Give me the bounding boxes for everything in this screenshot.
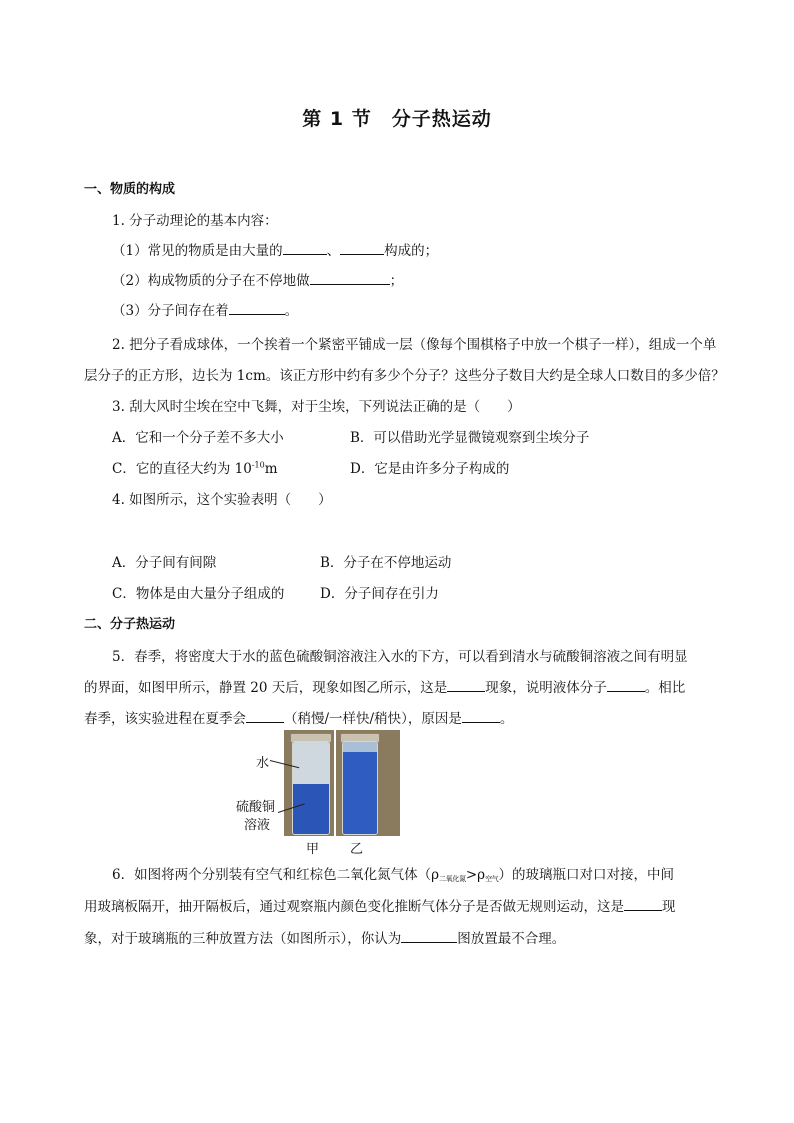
q4-stem: 4. 如图所示，这个实验表明（ ） [112, 492, 332, 508]
q4-option-b[interactable]: B．分子在不停地运动 [320, 555, 452, 571]
q5-line2-end: 。相比 [644, 680, 686, 696]
q6-line1 [112, 863, 674, 884]
q6-line2-text: 用玻璃板隔开，抽开隔板后，通过观察瓶内颜色变化推断气体分子是否做无规则运动，这是 [84, 899, 624, 915]
label-solution-2: 溶液 [244, 818, 271, 833]
section-heading-motion: 二、分子热运动 [84, 617, 176, 632]
label-jia: 甲 [306, 842, 320, 857]
q5-line2 [84, 676, 685, 696]
answer-blank[interactable] [246, 708, 284, 723]
q3-option-d[interactable]: D．它是由许多分子构成的 [350, 461, 510, 477]
label-water: 水 [256, 756, 270, 771]
q4-option-a[interactable]: A．分子间有间隙 [112, 555, 217, 571]
answer-blank[interactable] [447, 677, 485, 692]
q5-line2-mid: 现象，说明液体分子 [485, 680, 607, 696]
q3-option-c-unit: m [264, 461, 278, 477]
answer-blank[interactable] [401, 928, 457, 943]
q3-option-b[interactable]: B．可以借助光学显微镜观察到尘埃分子 [350, 430, 590, 446]
q3-option-c-text: C．它的直径大约为 10 [112, 461, 252, 477]
q4-option-c[interactable]: C．物体是由大量分子组成的 [112, 586, 285, 602]
q2-line1: 2. 把分子看成球体，一个挨着一个紧密平铺成一层（像每个围棋格子中放一个棋子一样），组成一个单 [112, 337, 717, 353]
q1-line2 [112, 269, 403, 289]
q6-subscript-air: 空气 [485, 875, 499, 883]
q2-line2: 层分子的正方形，边长为 1cm。该正方形中约有多少个分子？这些分子数目大约是全球人口数目的多少倍？ [84, 368, 725, 384]
q1-line2-end: ； [389, 273, 404, 289]
photo-divider [334, 730, 336, 836]
q5-line3-end: 。 [499, 711, 514, 727]
q6-line3 [84, 927, 565, 947]
q1-line1-end: 构成的； [384, 243, 439, 259]
q3-option-c-exponent: -10 [251, 460, 265, 470]
q5-line1: 5．春季，将密度大于水的蓝色硫酸铜溶液注入水的下方，可以看到清水与硫酸铜溶液之间有明显 [112, 649, 688, 665]
q5-line3 [84, 707, 513, 727]
answer-blank[interactable] [340, 240, 384, 255]
q1-line1-sep: 、 [326, 243, 341, 259]
answer-blank[interactable] [310, 270, 390, 285]
q6-line3-text: 象，对于玻璃瓶的三种放置方法（如图所示），你认为 [84, 931, 402, 947]
q6-line1-end: ）的玻璃瓶口对口对接，中间 [498, 867, 674, 883]
q1-line3-text: （3）分子间存在着 [112, 303, 229, 319]
q6-subscript-no2: 二氧化氮 [439, 875, 466, 883]
answer-blank[interactable] [462, 708, 500, 723]
mixed-top-layer [343, 742, 377, 752]
q1-line2-text: （2）构成物质的分子在不停地做 [112, 273, 310, 289]
label-yi: 乙 [350, 842, 364, 857]
q3-option-c[interactable] [112, 457, 278, 477]
q6-line1-text: 6．如图将两个分别装有空气和红棕色二氧化氮气体（ρ [112, 867, 440, 883]
q5-line3-text: 春季，该实验进程在夏季会 [84, 711, 246, 727]
q1-line3-end: 。 [284, 303, 299, 319]
q4-option-d[interactable]: D．分子间存在引力 [320, 586, 439, 602]
q6-line2-end: 现 [662, 899, 676, 915]
q5-line3-mid: （稍慢/一样快/稍快），原因是 [284, 711, 462, 727]
diffusion-figure [230, 730, 400, 855]
q6-line1-gt: >ρ [465, 867, 486, 883]
answer-blank[interactable] [229, 300, 285, 315]
q3-stem: 3. 刮大风时尘埃在空中飞舞，对于尘埃，下列说法正确的是（ ） [112, 399, 521, 415]
q6-line2 [84, 895, 676, 915]
tube-jia [292, 741, 330, 835]
solution-layer [293, 784, 329, 834]
label-solution-1: 硫酸铜 [236, 800, 276, 815]
q1-line3 [112, 299, 298, 319]
answer-blank[interactable] [607, 677, 645, 692]
q3-option-a[interactable]: A．它和一个分子差不多大小 [112, 430, 284, 446]
q1-stem: 1. 分子动理论的基本内容： [112, 213, 278, 229]
section-heading-structure: 一、物质的构成 [84, 182, 176, 197]
q5-line2-text: 的界面，如图甲所示，静置 20 天后，现象如图乙所示，这是 [84, 680, 448, 696]
tube-yi [342, 741, 378, 835]
q1-line1-text: （1）常见的物质是由大量的 [112, 243, 283, 259]
mixed-layer [343, 752, 377, 834]
page-title: 第 1 节 分子热运动 [302, 108, 492, 130]
q6-line3-end: 图放置最不合理。 [457, 931, 566, 947]
q1-line1 [112, 239, 438, 259]
answer-blank[interactable] [283, 240, 327, 255]
answer-blank[interactable] [624, 896, 662, 911]
water-layer [293, 742, 329, 784]
